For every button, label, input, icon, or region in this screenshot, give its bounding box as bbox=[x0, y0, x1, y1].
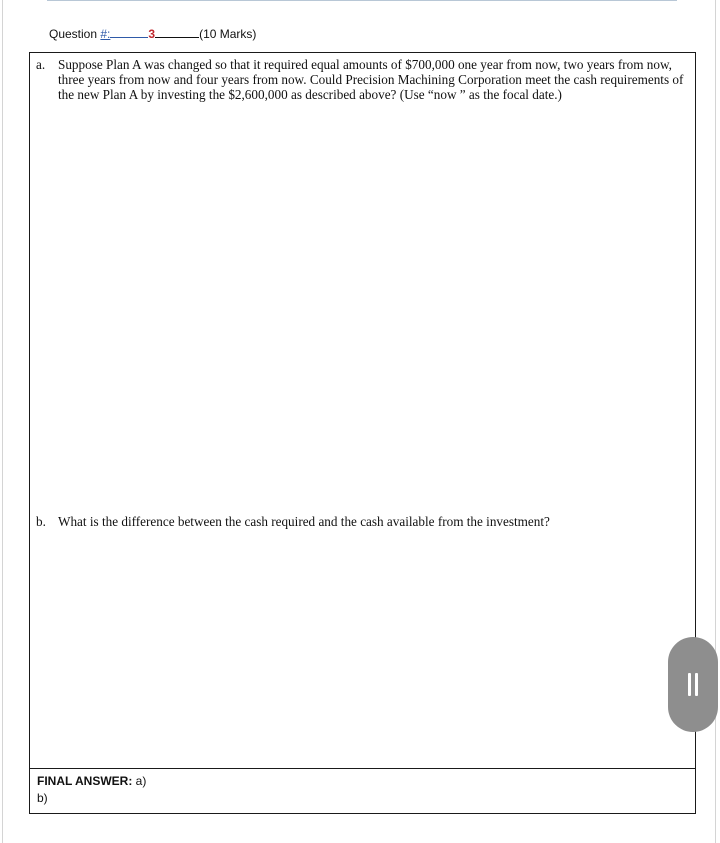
final-answer-b: b) bbox=[37, 791, 48, 805]
part-a-text: Suppose Plan A was changed so that it required equal amounts of $700,000 one year from now, two years from now, three years from now and four years from now. Could Precision Machining Corporation meet the cash requirements of the new Plan A by investing the $2,600,000 as described above? (Use “now ” as the focal date.) bbox=[58, 57, 684, 102]
final-answer-label: FINAL ANSWER: bbox=[37, 774, 133, 788]
final-answer-section bbox=[37, 773, 146, 807]
question-label: Question bbox=[49, 27, 101, 41]
question-number-link[interactable]: #: bbox=[100, 27, 111, 41]
final-answer-divider bbox=[30, 768, 695, 769]
drag-grip-line bbox=[688, 673, 691, 696]
answer-box bbox=[29, 52, 696, 814]
marks-label: (10 Marks) bbox=[199, 27, 257, 41]
question-number: 3 bbox=[148, 27, 156, 41]
question-blank-before bbox=[110, 37, 148, 38]
part-b-marker: b. bbox=[36, 514, 46, 529]
final-answer-a: a) bbox=[135, 774, 147, 788]
drag-handle-icon[interactable] bbox=[668, 637, 718, 732]
document-page bbox=[2, 0, 716, 843]
top-rule bbox=[47, 0, 677, 1]
part-a-marker: a. bbox=[36, 57, 46, 72]
question-blank-after bbox=[155, 37, 199, 38]
drag-grip-line bbox=[695, 673, 698, 696]
part-b-text: What is the difference between the cash required and the cash available from the investment? bbox=[58, 514, 550, 529]
question-header bbox=[49, 27, 256, 41]
